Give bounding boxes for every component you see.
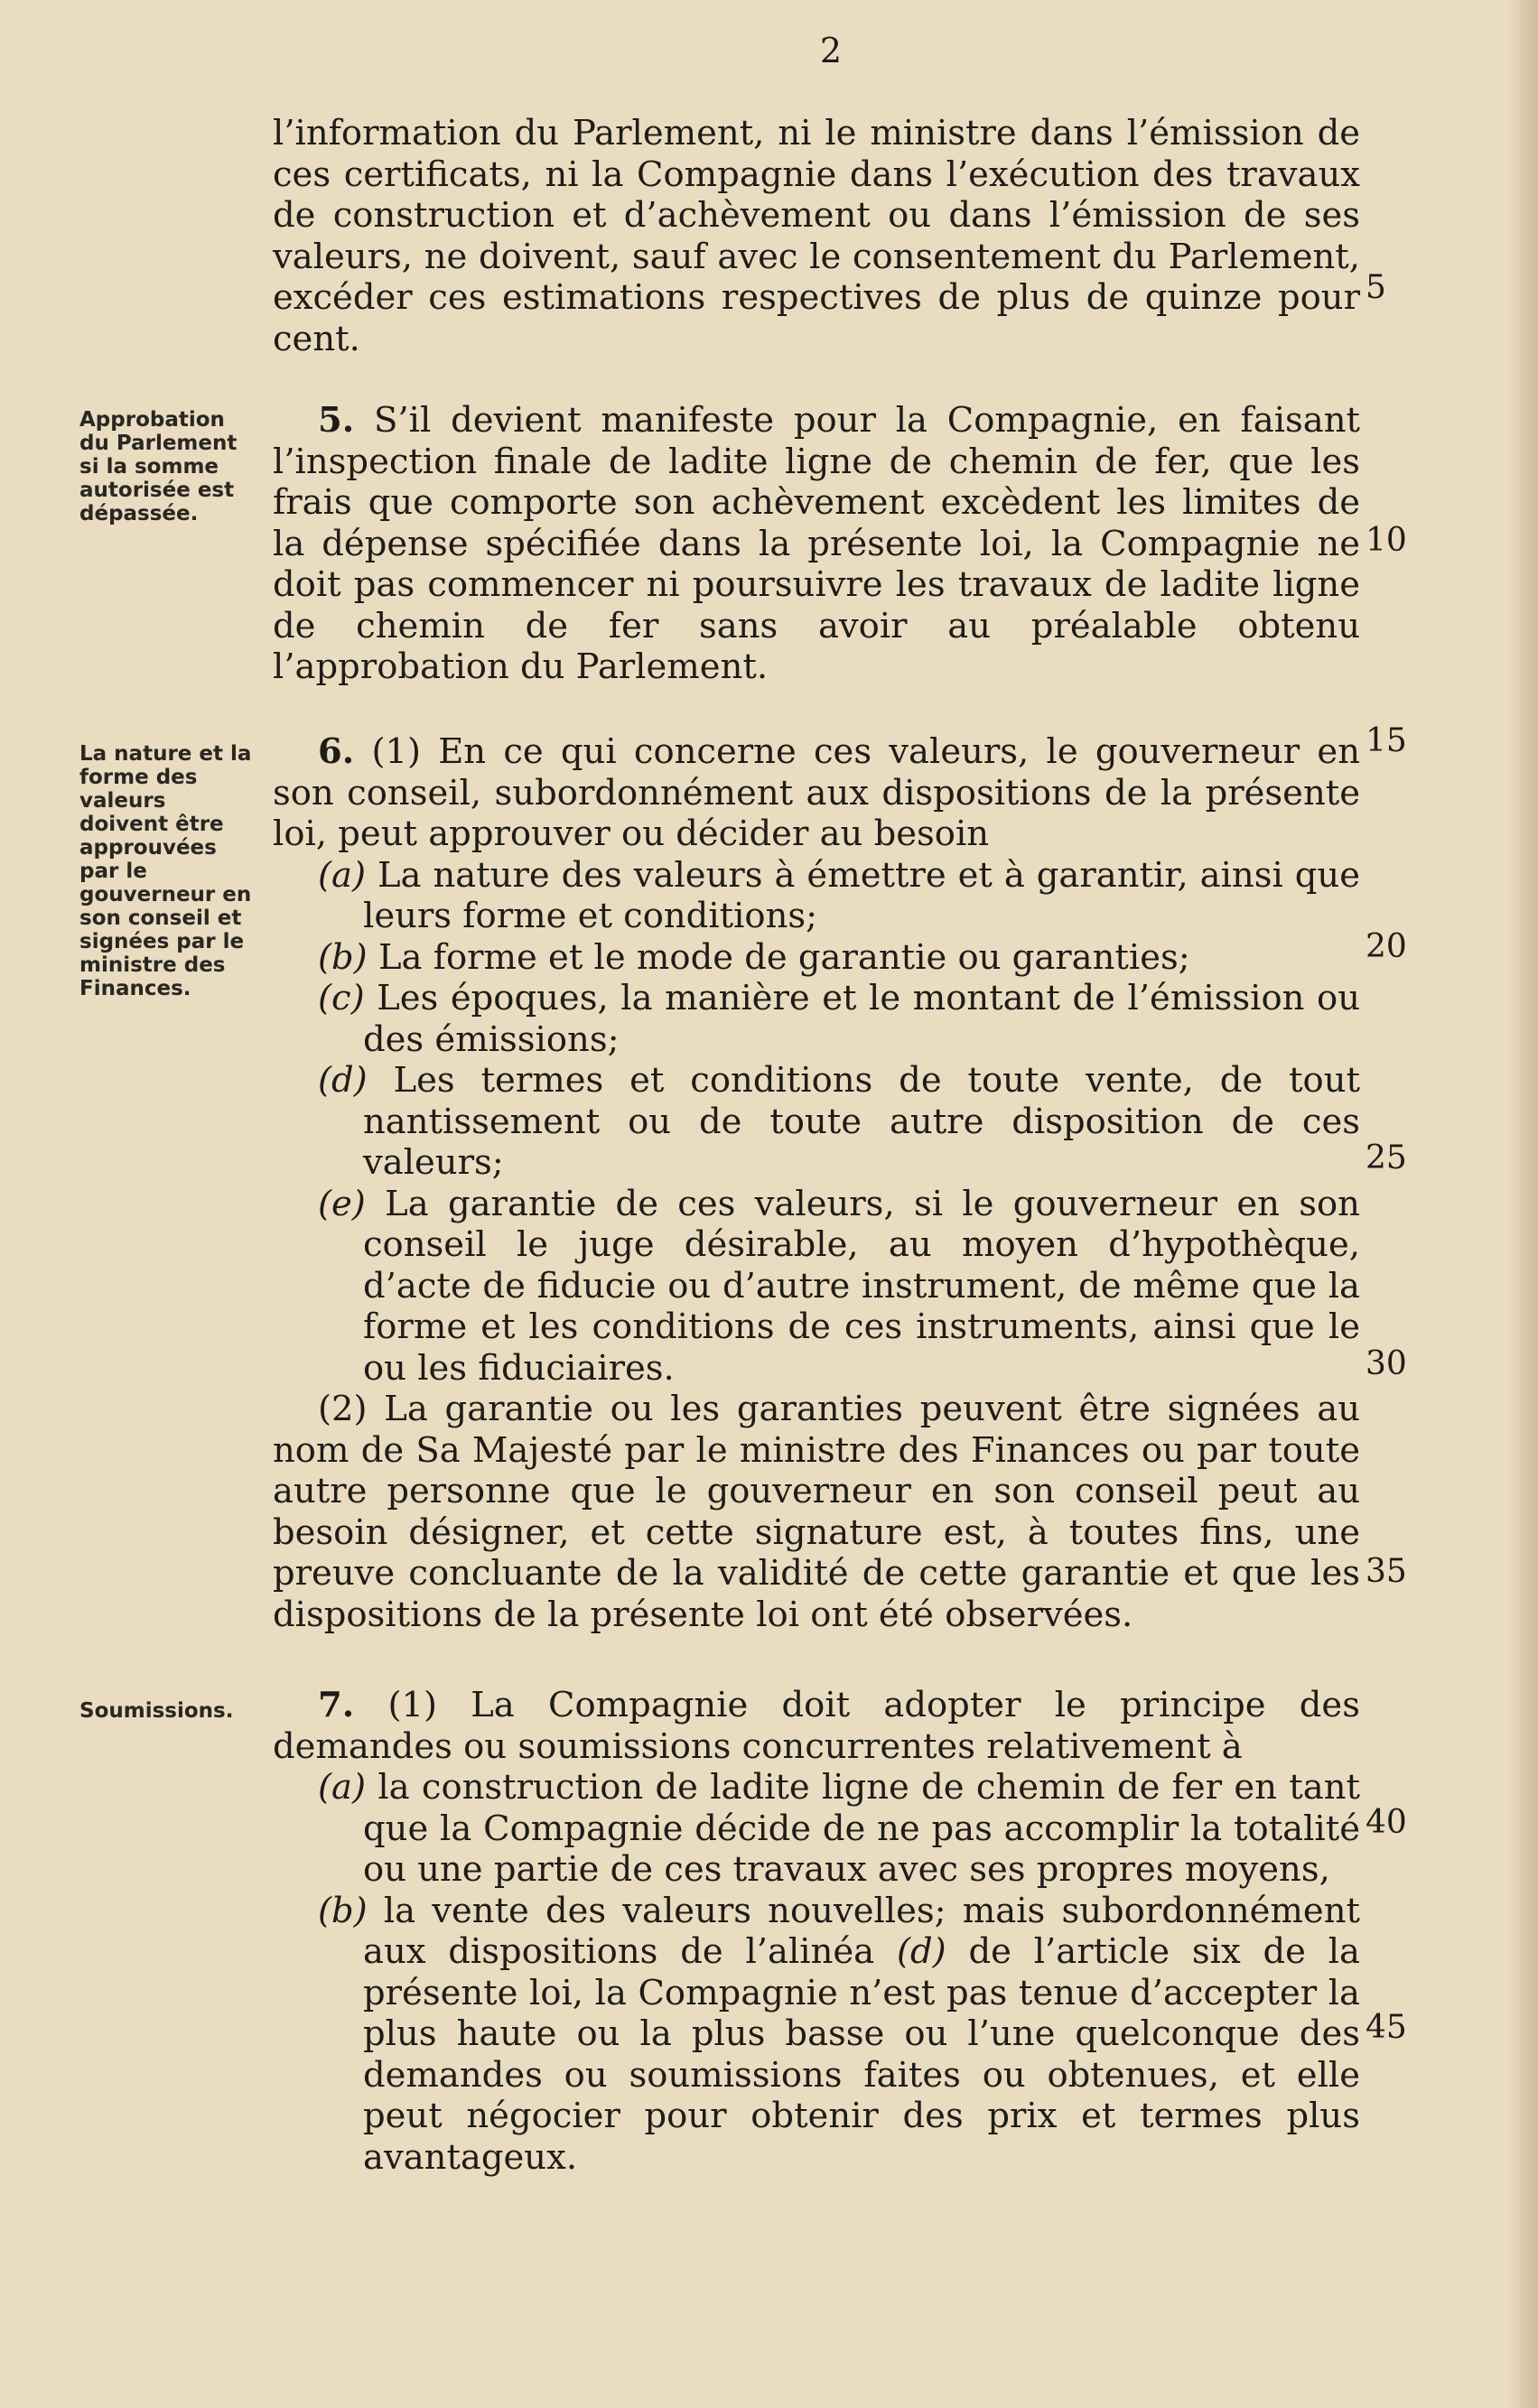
- section-5-text: S’il devient manifeste pour la Compagnie, en faisant l’inspection finale de ladite ligne de chemin de fer, que les frais que comporte son achèvement excèdent les limites de la dépense spécifiée dans la présente loi, la Compagnie ne doit pas commencer ni poursuivre les travaux de ladite ligne de chemin de fer sans avoir au préalable obtenu l’approbation du Parlement.: [273, 400, 1360, 687]
- margin-note-section-6: La nature et la forme des valeurs doivent être approuvées par le gouverneur en son conseil et signées par le ministre des Finances.: [79, 742, 252, 1000]
- line-number-30: 30: [1366, 1345, 1407, 1382]
- item-label: (c): [318, 978, 365, 1018]
- line-number-15: 15: [1366, 722, 1407, 759]
- line-number-5: 5: [1366, 269, 1386, 306]
- line-number-20: 20: [1366, 928, 1407, 965]
- item-label: (a): [318, 1767, 366, 1808]
- section-6-item-a: [318, 855, 1360, 937]
- item-text: Les termes et conditions de toute vente, de tout nantissement ou de toute autre disposition de ces valeurs;: [363, 1060, 1360, 1183]
- line-number-10: 10: [1366, 522, 1407, 559]
- section-7-intro: (1) La Compagnie doit adopter le principe des demandes ou soumissions concurrentes relativement à: [273, 1685, 1360, 1767]
- section-7-item-list: [273, 1767, 1360, 2178]
- margin-note-section-5: Approbation du Parlement si la somme autorisée est dépassée.: [79, 408, 238, 525]
- section-5-number: 5.: [318, 400, 355, 441]
- section-6-item-e: [318, 1184, 1360, 1390]
- page-number: 2: [819, 31, 843, 70]
- intro-text: l’information du Parlement, ni le ministre dans l’émission de ces certificats, ni la Compagnie dans l’exécution des travaux de construction et d’achèvement ou dans l’émission de ses valeurs, ne doivent, sauf avec le consentement du Parlement, excéder ces estimations respectives de plus de quinze pour cent.: [273, 113, 1360, 359]
- item-text-before: la vente des valeurs nouvelles; mais subordonnément aux dispositions de l’alinéa: [363, 1890, 1360, 1972]
- section-6-intro-paragraph: [273, 731, 1360, 855]
- section-5-paragraph: [273, 400, 1360, 688]
- line-number-25: 25: [1366, 1139, 1407, 1176]
- section-7-item-b: [318, 1891, 1360, 2179]
- item-reference: (d): [896, 1931, 946, 1972]
- line-number-45: 45: [1366, 2009, 1407, 2046]
- section-7-item-a: [318, 1767, 1360, 1891]
- item-label: (d): [318, 1060, 368, 1101]
- section-6-subsection-2: (2) La garantie ou les garanties peuvent être signées au nom de Sa Majesté par le ministre des Finances ou par toute autre personne que le gouverneur en son conseil peut au besoin désigner, et cette signature est, à toutes fins, une preuve concluante de la validité de cette garantie et que les dispositions de la présente loi ont été observées.: [273, 1389, 1360, 1635]
- line-number-40: 40: [1366, 1804, 1407, 1841]
- section-7-number: 7.: [318, 1685, 355, 1725]
- item-text: La forme et le mode de garantie ou garanties;: [378, 936, 1190, 978]
- item-label: (a): [318, 854, 366, 896]
- intro-paragraph: [273, 113, 1360, 359]
- item-text: La nature des valeurs à émettre et à garantir, ainsi que leurs forme et conditions;: [363, 854, 1360, 936]
- item-text: la construction de ladite ligne de chemin de fer en tant que la Compagnie décide de ne pas accomplir la totalité ou une partie de ces travaux avec ses propres moyens,: [363, 1767, 1360, 1890]
- item-text: Les époques, la manière et le montant de l’émission ou des émissions;: [363, 978, 1360, 1060]
- item-text: La garantie de ces valeurs, si le gouverneur en son conseil le juge désirable, au moyen d’hypothèque, d’acte de fiducie ou d’autre instrument, de même que la forme et les conditions de ces instruments, ainsi que le ou les fiduciaires.: [363, 1183, 1360, 1389]
- section-6-item-d: [318, 1060, 1360, 1184]
- section-5: [273, 400, 1360, 688]
- page-edge-shadow: [1507, 0, 1538, 2408]
- margin-note-section-7: Soumissions.: [79, 1699, 234, 1723]
- line-number-35: 35: [1366, 1553, 1407, 1590]
- section-6-number: 6.: [318, 731, 355, 772]
- section-6-item-list: [273, 855, 1360, 1390]
- item-label: (b): [318, 936, 368, 978]
- section-6-intro: (1) En ce qui concerne ces valeurs, le gouverneur en son conseil, subordonnément aux dispositions de la présente loi, peut approuver ou décider au besoin: [273, 731, 1360, 854]
- section-6-item-c: [318, 978, 1360, 1060]
- section-6-item-b: [318, 937, 1360, 979]
- item-label: (e): [318, 1183, 366, 1224]
- item-text-after: de l’article six de la présente loi, la Compagnie n’est pas tenue d’accepter la plus haute ou la plus basse ou l’une quelconque des demandes ou soumissions faites ou obtenues, et elle peut négocier pour obtenir des prix et termes plus avantageux.: [363, 1931, 1361, 2178]
- section-7: [273, 1685, 1360, 2178]
- section-7-intro-paragraph: [273, 1685, 1360, 1767]
- item-label: (b): [318, 1890, 368, 1931]
- section-6: [273, 731, 1360, 1635]
